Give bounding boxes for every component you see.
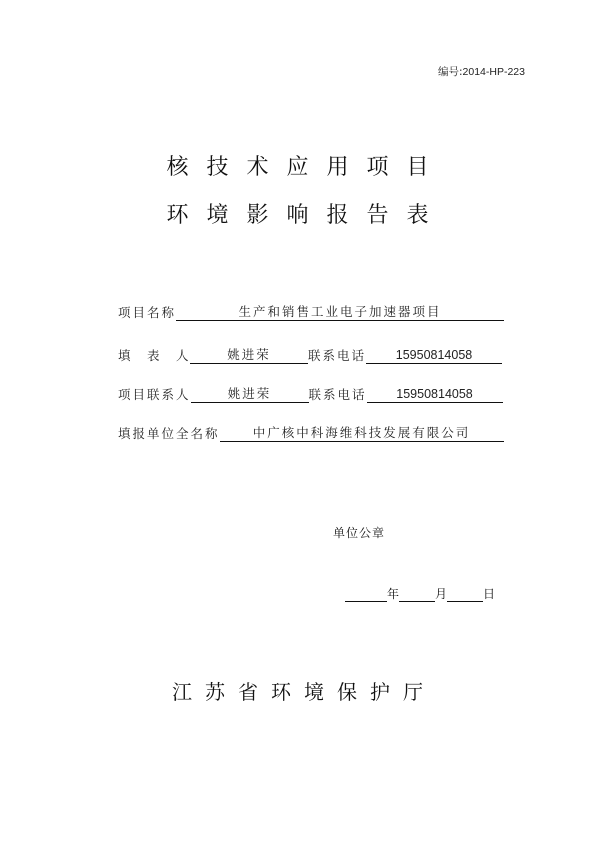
- contact-label: 项目联系人: [118, 387, 191, 402]
- filler-label: 填 表 人: [118, 348, 191, 363]
- unit-seal-label: 单位公章: [333, 526, 386, 540]
- filler-field[interactable]: 姚进荣: [190, 347, 308, 364]
- day-blank[interactable]: [447, 585, 483, 602]
- title-line-1: 核技术应用项目: [166, 155, 447, 180]
- document-number-value: 2014-HP-223: [462, 66, 525, 78]
- phone-label: 联系电话: [308, 348, 367, 363]
- title-line-2: 环境影响报告表: [166, 203, 447, 228]
- project-name-field[interactable]: 生产和销售工业电子加速器项目: [176, 304, 504, 321]
- project-name-row: [118, 303, 504, 321]
- year-label: 年: [387, 587, 400, 601]
- unit-field[interactable]: 中广核中科海维科技发展有限公司: [220, 425, 504, 442]
- phone-field[interactable]: 15950814058: [366, 347, 502, 364]
- project-name-label: 项目名称: [118, 305, 177, 320]
- filler-row: [118, 346, 502, 364]
- year-blank[interactable]: [345, 585, 387, 602]
- issuing-agency: 江苏省环境保护厅: [172, 680, 436, 704]
- month-blank[interactable]: [399, 585, 435, 602]
- unit-row: [118, 424, 504, 442]
- month-label: 月: [435, 587, 448, 601]
- contact-field[interactable]: 姚进荣: [191, 386, 309, 403]
- document-number: [438, 64, 525, 79]
- phone2-field[interactable]: 15950814058: [367, 386, 503, 403]
- unit-label: 填报单位全名称: [118, 426, 220, 441]
- day-label: 日: [483, 587, 496, 601]
- phone2-label: 联系电话: [308, 387, 367, 402]
- document-number-label: 编号:: [437, 66, 463, 78]
- date-line: [345, 585, 495, 602]
- contact-row: [118, 385, 503, 403]
